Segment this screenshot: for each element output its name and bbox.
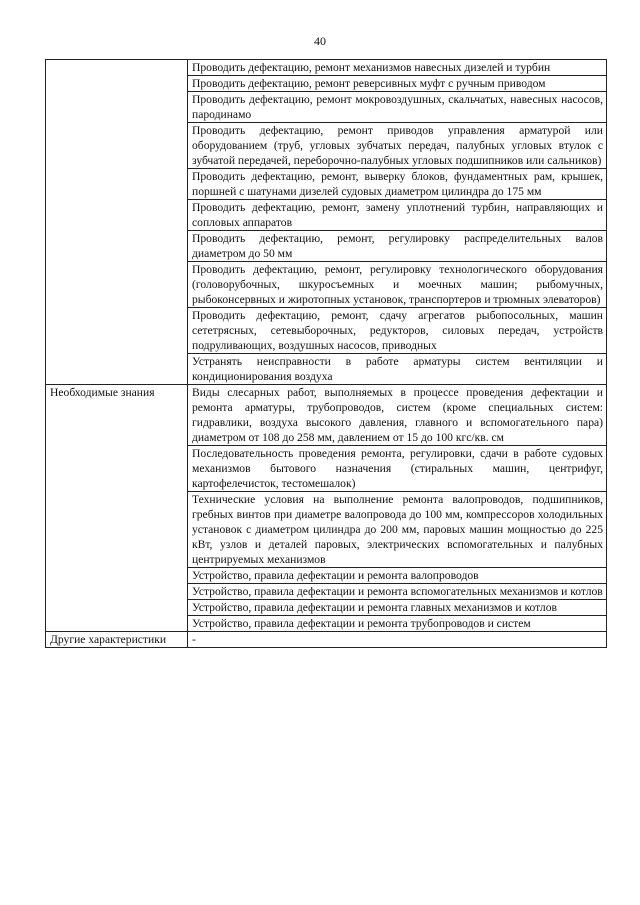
knowledge-item: Последовательность проведения ремонта, регулировки, сдачи в работе судовых механизмов бытового назначения (стиральных машин, центрифуг, картофелечисток, тестомешалок) [188, 446, 607, 492]
action-item: Проводить дефектацию, ремонт, регулировку распределительных валов диаметром до 50 мм [188, 231, 607, 262]
action-item: Проводить дефектацию, ремонт реверсивных муфт с ручным приводом [188, 76, 607, 92]
page-number: 40 [314, 34, 326, 48]
other-value: - [188, 632, 607, 648]
table-row [46, 632, 607, 648]
table-row [46, 385, 607, 446]
action-item: Проводить дефектацию, ремонт механизмов навесных дизелей и турбин [188, 60, 607, 76]
action-item: Проводить дефектацию, ремонт, замену уплотнений турбин, направляющих и сопловых аппаратов [188, 200, 607, 231]
knowledge-item: Устройство, правила дефектации и ремонта трубопроводов и систем [188, 616, 607, 632]
knowledge-item: Устройство, правила дефектации и ремонта валопроводов [188, 568, 607, 584]
knowledge-item: Устройство, правила дефектации и ремонта главных механизмов и котлов [188, 600, 607, 616]
action-item: Проводить дефектацию, ремонт, выверку блоков, фундаментных рам, крышек, поршней с шатунами дизелей судовых диаметром цилиндра до 175 мм [188, 169, 607, 200]
action-item: Проводить дефектацию, ремонт приводов управления арматурой или оборудованием (труб, угловых зубчатых передач, палубных угловых втулок с зубчатой передачей, переборочно-палубных угловых подшипников или сальников) [188, 123, 607, 169]
knowledge-item: Устройство, правила дефектации и ремонта вспомогательных механизмов и котлов [188, 584, 607, 600]
knowledge-item: Виды слесарных работ, выполняемых в процессе проведения дефектации и ремонта арматуры, трубопроводов, систем (кроме специальных систем: гидравлики, воздуха высокого давления, главного и вспомогательного пара) диаметром от 108 до 258 мм, давлением от 15 до 100 кгс/кв. см [188, 385, 607, 446]
knowledge-label: Необходимые знания [46, 385, 188, 632]
knowledge-item: Технические условия на выполнение ремонта валопроводов, подшипников, гребных винтов при диаметре валопровода до 100 мм, компрессоров холодильных установок с диаметром цилиндра до 200 мм, паровых машин мощностью до 225 кВт, узлов и деталей паровых, электрических вспомогательных и палубных центрируемых механизмов [188, 492, 607, 568]
action-item: Проводить дефектацию, ремонт мокровоздушных, скальчатых, навесных насосов, пародинамо [188, 92, 607, 123]
other-label: Другие характеристики [46, 632, 188, 648]
qualification-table [45, 59, 607, 648]
action-item: Проводить дефектацию, ремонт, сдачу агрегатов рыбопосольных, машин сететрясных, сетевыборочных, редукторов, силовых передач, устройств подруливающих, воздушных насосов, приводных [188, 308, 607, 354]
actions-label [46, 60, 188, 385]
table-row [46, 60, 607, 76]
action-item: Проводить дефектацию, ремонт, регулировку технологического оборудования (головорубочных, шкуросъемных и моечных машин; рыбомучных, рыбоконсервных и жиротопных установок, транспортеров и трюмных элеваторов) [188, 262, 607, 308]
action-item: Устранять неисправности в работе арматуры систем вентиляции и кондиционирования воздуха [188, 354, 607, 385]
